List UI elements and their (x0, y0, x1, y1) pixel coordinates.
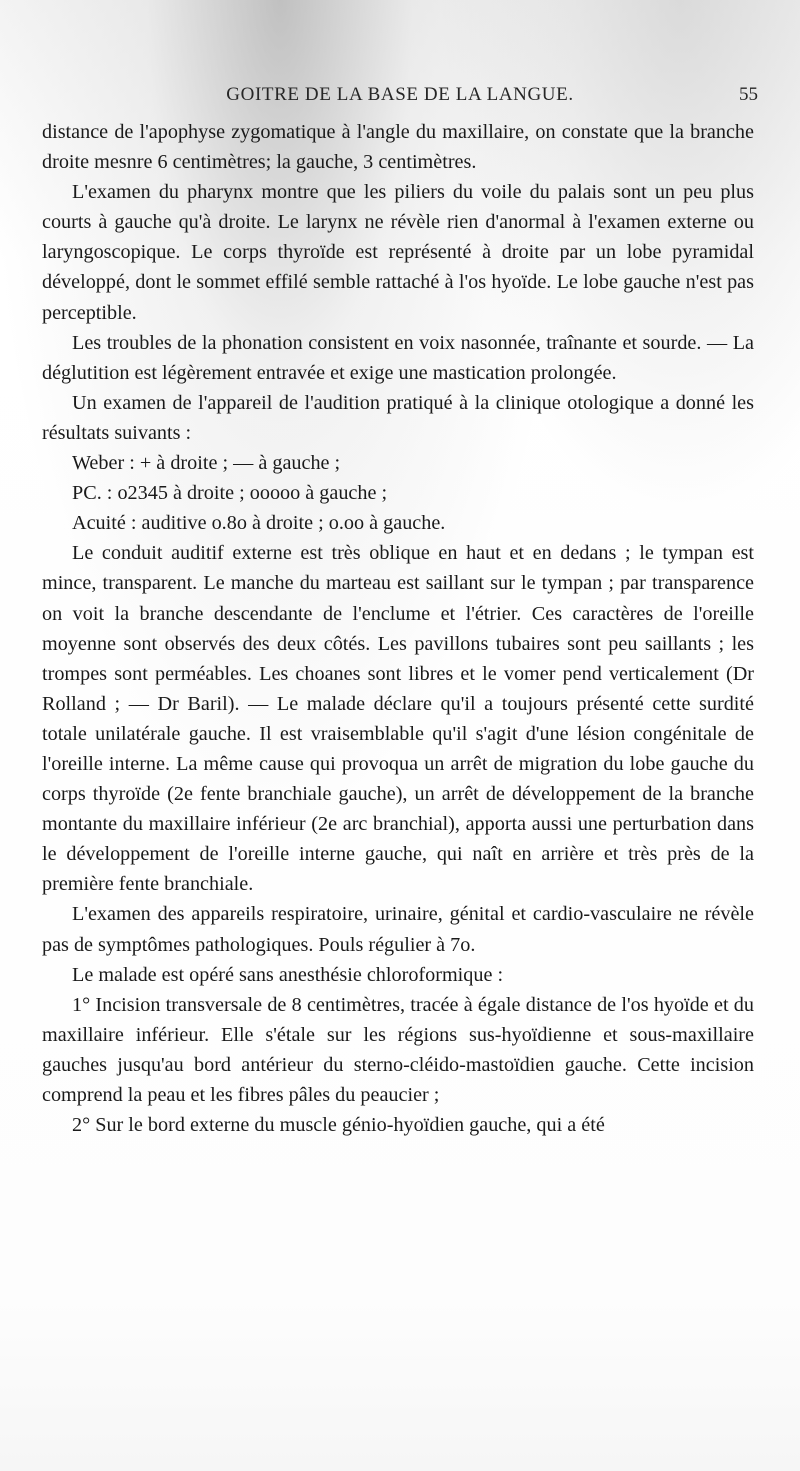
page-header (40, 84, 760, 112)
paragraph-audition: Un examen de l'appareil de l'audition pratiqué à la clinique otologique a donné les résultats suivants : (42, 391, 754, 444)
paragraph-appareils: L'examen des appareils respiratoire, urinaire, génital et cardio-vasculaire ne révèle pas de symptômes pathologiques. Pouls régulier à 7o. (42, 903, 754, 956)
paragraph-step-1: 1° Incision transversale de 8 centimètres, tracée à égale distance de l'os hyoïde et du maxillaire inférieur. Elle s'étale sur les régions sus-hyoïdienne et sous-maxillaire gauches jusqu'au bord antérieur du sterno-cléido-mastoïdien gauche. Cette incision comprend la peau et les fibres pâles du peaucier ; (42, 993, 754, 1106)
paragraph-operation: Le malade est opéré sans anesthésie chloroformique : (72, 963, 504, 986)
page-number: 55 (739, 84, 758, 105)
body-text (42, 117, 754, 1140)
paragraph-conduit-auditif: Le conduit auditif externe est très oblique en haut et en dedans ; le tympan est mince, transparent. Le manche du marteau est saillant sur le tympan ; par transparence on voit la branche descendante de l'enclume et l'étrier. Ces caractères de l'oreille moyenne sont observés des deux côtés. Les pavillons tubaires sont peu saillants ; les trompes sont perméables. Les choanes sont libres et le vomer pend verticalement (Dr Rolland ; — Dr Baril). — Le malade déclare qu'il a toujours présenté cette surdité totale unilatérale gauche. Il est vraisemblable qu'il s'agit d'une lésion congénitale de l'oreille interne. La même cause qui provoqua un arrêt de migration du lobe gauche du corps thyroïde (2e fente branchiale gauche), un arrêt de développement de la branche montante du maxillaire inférieur (2e arc branchial), apporta aussi une perturbation dans le développement de l'oreille interne gauche, qui naît en arrière et très près de la première fente branchiale. (42, 542, 754, 896)
result-pc: PC. : o2345 à droite ; ooooo à gauche ; (72, 482, 388, 505)
paragraph-pharynx: L'examen du pharynx montre que les piliers du voile du palais sont un peu plus courts à gauche qu'à droite. Le larynx ne révèle rien d'anormal à l'examen externe ou laryngoscopique. Le corps thyroïde est représenté à droite par un lobe pyramidal développé, dont le sommet effilé semble rattaché à l'os hyoïde. Le lobe gauche n'est pas perceptible. (42, 181, 754, 324)
running-title: GOITRE DE LA BASE DE LA LANGUE. (226, 84, 574, 105)
paragraph-continuation: distance de l'apophyse zygomatique à l'angle du maxillaire, on constate que la branche droite mesnre 6 centimètres; la gauche, 3 centimètres. (42, 121, 754, 174)
result-weber: Weber : + à droite ; — à gauche ; (72, 452, 341, 475)
paragraph-step-2: 2° Sur le bord externe du muscle génio-hyoïdien gauche, qui a été (72, 1114, 605, 1137)
result-acuite: Acuité : auditive o.8o à droite ; o.oo à gauche. (72, 512, 446, 535)
paragraph-phonation: Les troubles de la phonation consistent en voix nasonnée, traînante et sourde. — La déglutition est légèrement entravée et exige une mastication prolongée. (42, 331, 754, 384)
